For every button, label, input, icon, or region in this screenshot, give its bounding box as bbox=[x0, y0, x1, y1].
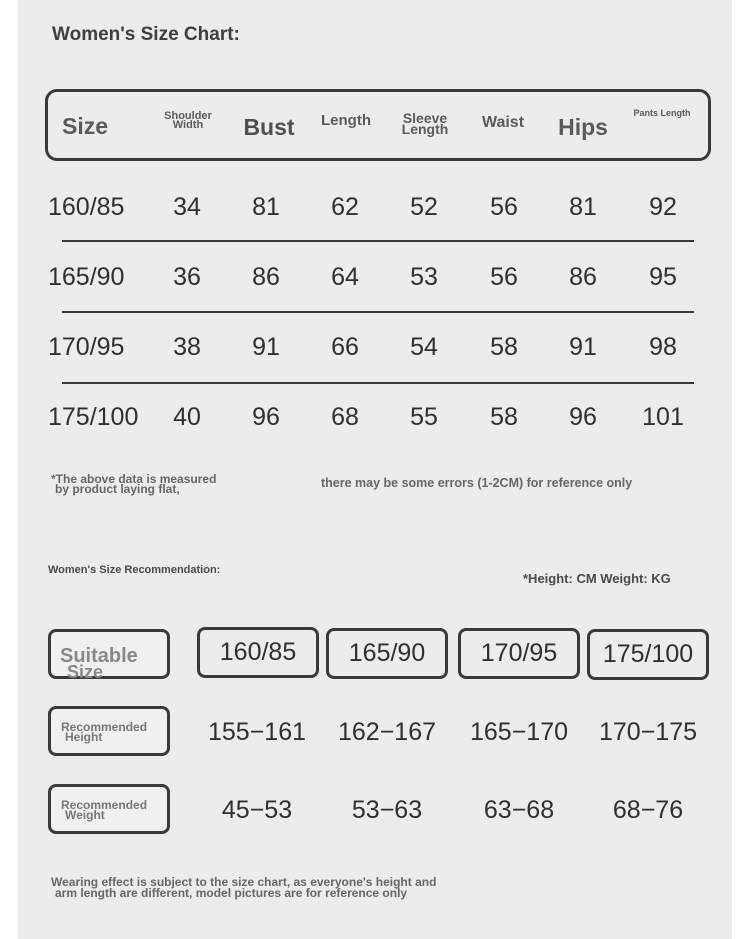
height-range: 162−167 bbox=[337, 718, 437, 746]
row-value: 86 bbox=[569, 263, 597, 291]
row-value: 56 bbox=[490, 263, 518, 291]
units-note: *Height: CM Weight: KG bbox=[523, 571, 671, 586]
row-value: 55 bbox=[410, 403, 438, 431]
footer-note-line2: arm length are different, model pictures are for reference only bbox=[55, 886, 408, 900]
size-tag-label: 170/95 bbox=[480, 639, 558, 667]
row-value: 58 bbox=[490, 333, 518, 361]
error-note: there may be some errors (1-2CM) for reference only bbox=[321, 476, 633, 490]
header-waist: Waist bbox=[481, 114, 525, 131]
header-sleeve-length bbox=[390, 110, 460, 137]
weight-range: 45−53 bbox=[221, 796, 293, 824]
recommended-height-label bbox=[48, 706, 170, 756]
row-value: 91 bbox=[252, 333, 280, 361]
height-label-line1: Recommended bbox=[61, 720, 148, 734]
footer-note bbox=[51, 877, 436, 899]
row-value: 54 bbox=[410, 333, 438, 361]
row-value: 98 bbox=[649, 333, 677, 361]
header-shoulder-width bbox=[158, 112, 218, 130]
height-range: 170−175 bbox=[598, 718, 698, 746]
row-value: 38 bbox=[173, 333, 201, 361]
row-value: 91 bbox=[569, 333, 597, 361]
row-value: 96 bbox=[569, 403, 597, 431]
row-divider bbox=[62, 382, 694, 384]
header-pants-length: Pants Length bbox=[633, 108, 691, 118]
size-tag bbox=[458, 628, 580, 679]
height-range: 155−161 bbox=[207, 718, 307, 746]
size-tag-label: 175/100 bbox=[602, 640, 694, 668]
size-tag bbox=[197, 627, 319, 678]
row-value: 58 bbox=[490, 403, 518, 431]
row-value: 40 bbox=[173, 403, 201, 431]
suitable-size-label bbox=[48, 629, 170, 682]
footer-note-line1: Wearing effect is subject to the size chart, as everyone's height and bbox=[51, 875, 437, 889]
size-tag-label: 165/90 bbox=[348, 639, 426, 667]
row-value: 81 bbox=[252, 193, 280, 221]
row-value: 66 bbox=[331, 333, 359, 361]
size-tag-label: 160/85 bbox=[219, 638, 297, 666]
row-value: 96 bbox=[252, 403, 280, 431]
recommendation-title: Women's Size Recommendation: bbox=[48, 564, 221, 576]
weight-label-line2: Weight bbox=[65, 808, 105, 822]
row-value: 56 bbox=[490, 193, 518, 221]
row-size: 160/85 bbox=[48, 193, 125, 221]
measurement-note-line1: *The above data is measured bbox=[51, 472, 217, 486]
header-hips: Hips bbox=[558, 114, 608, 140]
row-divider bbox=[62, 311, 694, 313]
header-shoulder-width-label: Shoulder Width bbox=[164, 110, 212, 131]
row-value: 95 bbox=[649, 263, 677, 291]
page-title: Women's Size Chart: bbox=[52, 24, 240, 45]
row-value: 34 bbox=[173, 193, 201, 221]
size-tag bbox=[587, 629, 709, 680]
row-divider bbox=[62, 240, 694, 242]
height-label-line2: Height bbox=[65, 730, 103, 744]
row-value: 62 bbox=[331, 193, 359, 221]
size-tag bbox=[326, 628, 448, 679]
recommended-weight-label bbox=[48, 784, 170, 834]
row-size: 175/100 bbox=[48, 403, 139, 431]
row-size: 165/90 bbox=[48, 263, 125, 291]
weight-range: 68−76 bbox=[612, 796, 684, 824]
row-value: 92 bbox=[649, 193, 677, 221]
suitable-label-line1: Suitable bbox=[60, 645, 138, 667]
suitable-label-line2: Size bbox=[67, 662, 104, 682]
row-value: 81 bbox=[569, 193, 597, 221]
weight-label-line1: Recommended bbox=[61, 798, 148, 812]
row-value: 86 bbox=[252, 263, 280, 291]
header-length: Length bbox=[321, 112, 371, 129]
header-sleeve-length-label: Sleeve Length bbox=[401, 110, 449, 137]
row-value: 36 bbox=[173, 263, 201, 291]
row-value: 101 bbox=[642, 403, 684, 431]
weight-range: 63−68 bbox=[483, 796, 555, 824]
row-value: 52 bbox=[410, 193, 438, 221]
row-value: 53 bbox=[410, 263, 438, 291]
measurement-note-line2: by product laying flat, bbox=[55, 482, 180, 496]
header-bust: Bust bbox=[243, 114, 295, 140]
weight-range: 53−63 bbox=[351, 796, 423, 824]
row-value: 64 bbox=[331, 263, 359, 291]
row-size: 170/95 bbox=[48, 333, 125, 361]
header-size: Size bbox=[62, 113, 109, 139]
height-range: 165−170 bbox=[469, 718, 569, 746]
row-value: 68 bbox=[331, 403, 359, 431]
